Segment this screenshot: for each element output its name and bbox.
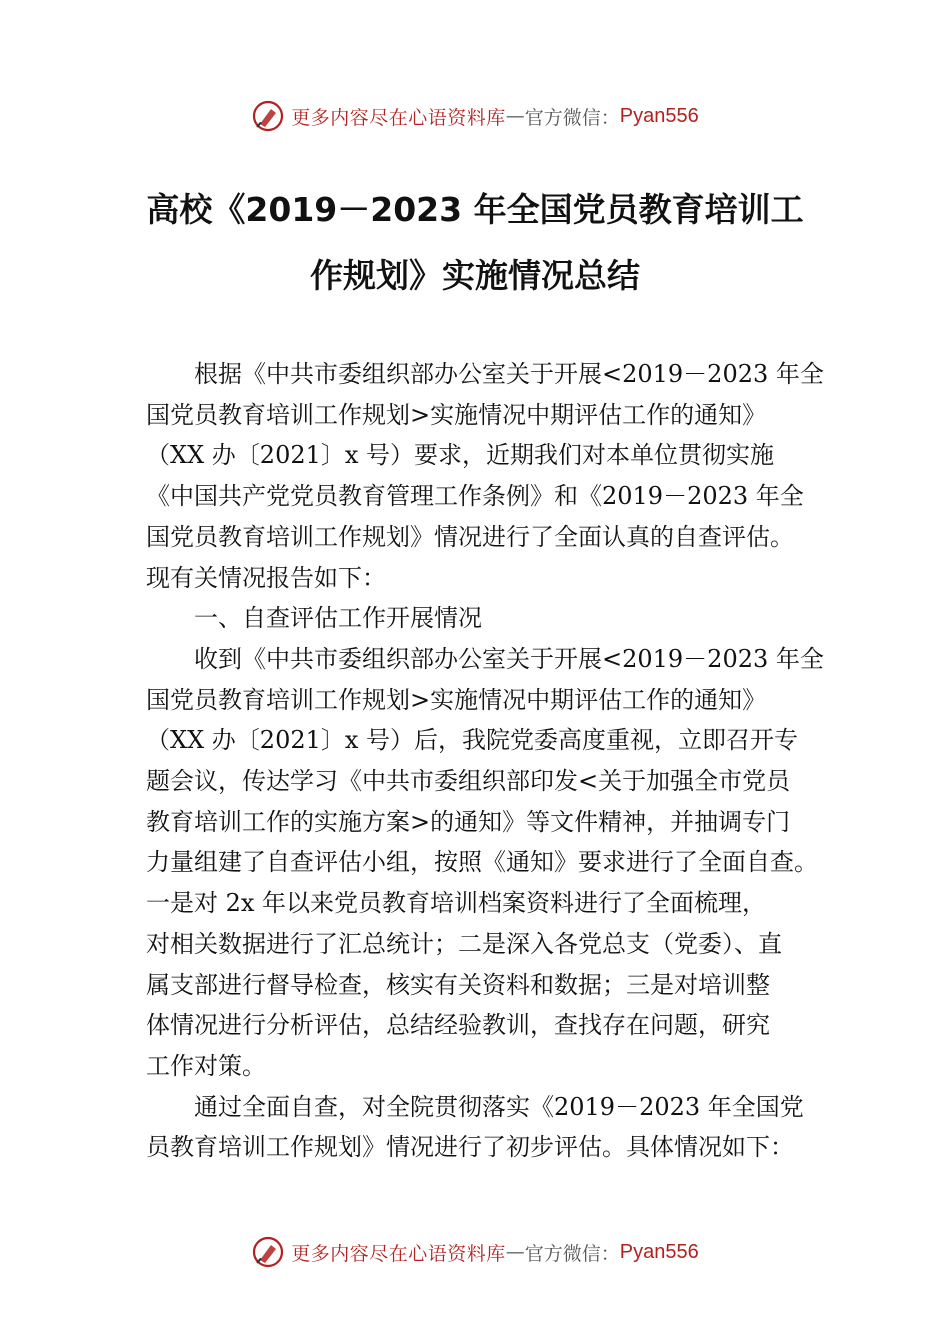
promo-text: 更多内容尽在心语资料库 xyxy=(291,1242,506,1265)
body-line: 一、自查评估工作开展情况 xyxy=(194,604,482,633)
body-line: 题会议，传达学习《中共市委组织部印发<关于加强全市党员 xyxy=(146,767,791,796)
body-line: 一是对 2x 年以来党员教育培训档案资料进行了全面梳理， xyxy=(146,889,767,918)
document-title xyxy=(130,177,820,309)
body-line: 国党员教育培训工作规划》情况进行了全面认真的自查评估。 xyxy=(146,522,794,551)
body-line: （XX 办〔2021〕x 号）要求，近期我们对本单位贯彻实施 xyxy=(146,441,775,470)
body-line: 体情况进行分析评估，总结经验教训，查找存在问题，研究 xyxy=(146,1011,770,1040)
banner-separator: — xyxy=(505,1241,525,1263)
body-line: 工作对策。 xyxy=(146,1051,266,1080)
promo-text: 更多内容尽在心语资料库 xyxy=(291,106,506,129)
document-body xyxy=(146,354,838,1168)
body-line: 《中国共产党党员教育管理工作条例》和《2019－2023 年全 xyxy=(146,482,804,511)
body-line: 教育培训工作的实施方案>的通知》等文件精神，并抽调专门 xyxy=(146,807,791,836)
footer-banner xyxy=(0,1232,950,1272)
body-line: 通过全面自查，对全院贯彻落实《2019－2023 年全国党 xyxy=(194,1092,804,1121)
body-line: 收到《中共市委组织部办公室关于开展<2019－2023 年全 xyxy=(194,644,824,673)
paragraph-intro xyxy=(146,354,838,598)
body-line: 国党员教育培训工作规划>实施情况中期评估工作的通知》 xyxy=(146,400,767,429)
body-line: 属支部进行督导检查，核实有关资料和数据；三是对培训整 xyxy=(146,970,770,999)
paragraph-process xyxy=(146,639,838,1087)
body-line: 现有关情况报告如下： xyxy=(146,563,386,592)
banner-separator: — xyxy=(505,105,525,127)
body-line: 对相关数据进行了汇总统计；二是深入各党总支（党委）、直 xyxy=(146,929,782,958)
pen-nib-logo-icon xyxy=(251,1235,285,1269)
body-line: 员教育培训工作规划》情况进行了初步评估。具体情况如下： xyxy=(146,1133,794,1162)
title-line: 高校《2019－2023 年全国党员教育培训工 xyxy=(146,190,804,229)
paragraph-evaluation xyxy=(146,1087,838,1168)
section-heading xyxy=(146,598,838,639)
body-line: （XX 办〔2021〕x 号）后，我院党委高度重视，立即召开专 xyxy=(146,726,799,755)
body-line: 国党员教育培训工作规划>实施情况中期评估工作的通知》 xyxy=(146,685,767,714)
wechat-label: 官方微信： xyxy=(524,106,620,129)
title-line: 作规划》实施情况总结 xyxy=(310,256,640,295)
pen-nib-logo-icon xyxy=(251,99,285,133)
wechat-id: Pyan556 xyxy=(619,104,699,127)
wechat-label: 官方微信： xyxy=(524,1242,620,1265)
wechat-id: Pyan556 xyxy=(619,1240,699,1263)
body-line: 根据《中共市委组织部办公室关于开展<2019－2023 年全 xyxy=(194,360,824,388)
header-banner xyxy=(0,96,950,136)
body-line: 力量组建了自查评估小组，按照《通知》要求进行了全面自查。 xyxy=(146,848,818,877)
